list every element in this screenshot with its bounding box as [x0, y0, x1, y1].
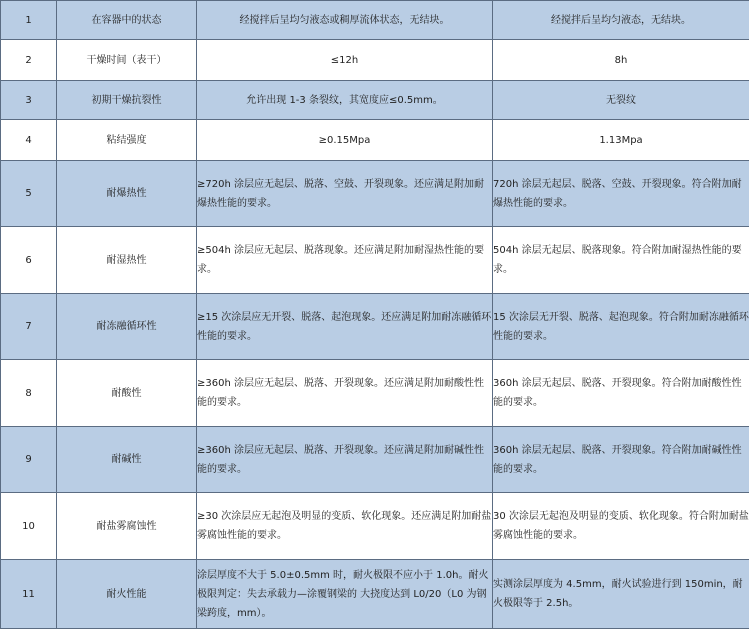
table-row	[1, 40, 749, 81]
row-number: 6	[1, 227, 57, 294]
result-cell: 360h 涂层无起层、脱落、开裂现象。符合附加耐碱性性能的要求。	[493, 427, 749, 493]
result-cell: 实测涂层厚度为 4.5mm，耐火试验进行到 150min，耐火极限等于 2.5h。	[493, 560, 749, 629]
requirement-cell: 允许出现 1-3 条裂纹，其宽度应≤0.5mm。	[197, 81, 493, 120]
table-row	[1, 294, 749, 360]
row-number: 7	[1, 294, 57, 360]
result-cell: 无裂纹	[493, 81, 749, 120]
row-number: 5	[1, 161, 57, 227]
result-cell: 360h 涂层无起层、脱落、开裂现象。符合附加耐酸性性能的要求。	[493, 360, 749, 427]
requirement-cell: ≥15 次涂层应无开裂、脱落、起泡现象。还应满足附加耐冻融循环性能的要求。	[197, 294, 493, 360]
table-row	[1, 560, 749, 629]
test-item: 在容器中的状态	[57, 1, 197, 40]
test-item: 耐碱性	[57, 427, 197, 493]
table-row	[1, 493, 749, 560]
result-cell: 504h 涂层无起层、脱落现象。符合附加耐湿热性能的要求。	[493, 227, 749, 294]
requirement-cell: ≥720h 涂层应无起层、脱落、空鼓、开裂现象。还应满足附加耐爆热性能的要求。	[197, 161, 493, 227]
test-item: 耐火性能	[57, 560, 197, 629]
requirement-cell: ≥504h 涂层应无起层、脱落现象。还应满足附加耐湿热性能的要求。	[197, 227, 493, 294]
row-number: 4	[1, 120, 57, 161]
test-item: 干燥时间（表干）	[57, 40, 197, 81]
row-number: 1	[1, 1, 57, 40]
test-item: 耐冻融循环性	[57, 294, 197, 360]
requirement-cell: 经搅拌后呈均匀液态或稠厚流体状态，无结块。	[197, 1, 493, 40]
row-number: 8	[1, 360, 57, 427]
requirement-cell: ≥30 次涂层应无起泡及明显的变质、软化现象。还应满足附加耐盐雾腐蚀性能的要求。	[197, 493, 493, 560]
result-cell: 经搅拌后呈均匀液态，无结块。	[493, 1, 749, 40]
requirement-cell: ≥0.15Mpa	[197, 120, 493, 161]
test-item: 耐酸性	[57, 360, 197, 427]
test-item: 粘结强度	[57, 120, 197, 161]
result-cell: 720h 涂层无起层、脱落、空鼓、开裂现象。符合附加耐爆热性能的要求。	[493, 161, 749, 227]
requirement-cell: 涂层厚度不大于 5.0±0.5mm 时，耐火极限不应小于 1.0h。耐火极限判定：失去承载力—涂覆钢梁的 大挠度达到 L0/20（L0 为钢梁跨度，mm）。	[197, 560, 493, 629]
requirement-cell: ≤12h	[197, 40, 493, 81]
test-item: 耐盐雾腐蚀性	[57, 493, 197, 560]
requirement-cell: ≥360h 涂层应无起层、脱落、开裂现象。还应满足附加耐碱性性能的要求。	[197, 427, 493, 493]
row-number: 2	[1, 40, 57, 81]
result-cell: 15 次涂层无开裂、脱落、起泡现象。符合附加耐冻融循环性能的要求。	[493, 294, 749, 360]
row-number: 10	[1, 493, 57, 560]
test-item: 初期干燥抗裂性	[57, 81, 197, 120]
result-cell: 1.13Mpa	[493, 120, 749, 161]
table-row	[1, 161, 749, 227]
row-number: 3	[1, 81, 57, 120]
table-row	[1, 360, 749, 427]
row-number: 9	[1, 427, 57, 493]
test-item: 耐湿热性	[57, 227, 197, 294]
table-row	[1, 1, 749, 40]
result-cell: 30 次涂层无起泡及明显的变质、软化现象。符合附加耐盐雾腐蚀性能的要求。	[493, 493, 749, 560]
table-row	[1, 81, 749, 120]
row-number: 11	[1, 560, 57, 629]
requirement-cell: ≥360h 涂层应无起层、脱落、开裂现象。还应满足附加耐酸性性能的要求。	[197, 360, 493, 427]
result-cell: 8h	[493, 40, 749, 81]
table-row	[1, 427, 749, 493]
table-row	[1, 227, 749, 294]
table-row	[1, 120, 749, 161]
test-item: 耐爆热性	[57, 161, 197, 227]
